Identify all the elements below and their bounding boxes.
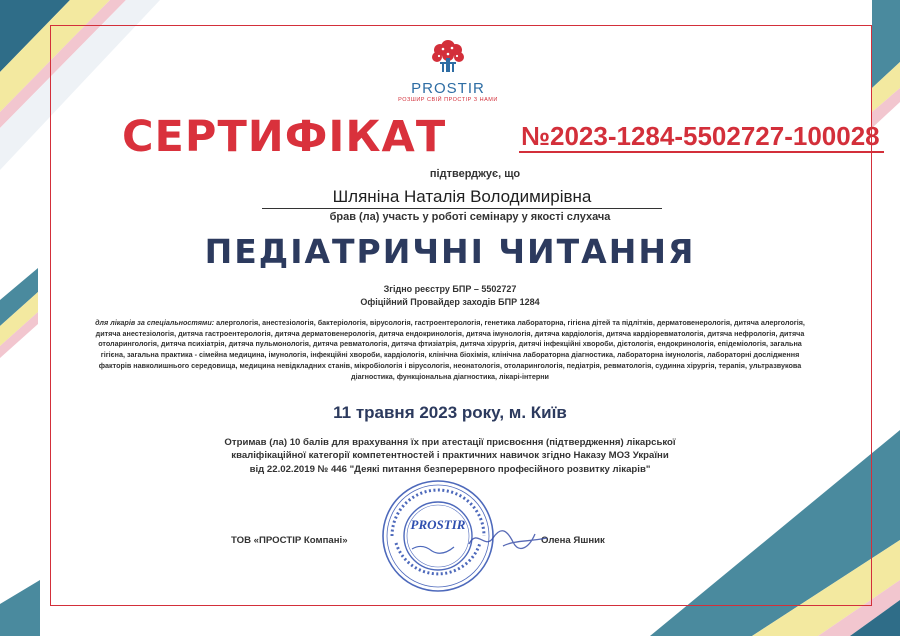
tree-logo-icon (428, 40, 468, 74)
points-statement (0, 436, 900, 476)
certificate-title: СЕРТИФІКАТ (122, 112, 447, 162)
stamp-center-word: PROSTIR (410, 517, 466, 532)
provider-line: Офіційний Провайдер заходів БПР 1284 (360, 297, 540, 307)
event-date: 11 травня 2023 року, м. Київ (333, 403, 567, 422)
registry-info (0, 283, 900, 309)
participation-text: брав (ла) участь у роботі семінару у якості слухача (329, 211, 611, 223)
specialties-list (92, 318, 808, 382)
certificate-number: №2023-1284-5502727-100028 (519, 121, 884, 153)
points-line: Отримав (ла) 10 балів для врахування їх при атестації присвоєння (підтвердження) лікарської (224, 437, 676, 448)
recipient-name: Шляніна Наталія Володимирівна (262, 187, 662, 209)
logo-tagline: РОЗШИР СВІЙ ПРОСТІР З НАМИ (398, 97, 498, 103)
signature-mark (463, 520, 553, 560)
logo-wordmark: PROSTIR (411, 80, 485, 97)
prostir-logo (398, 40, 498, 103)
specialties-text: алергологія, анестезіологія, бактеріологія, вірусологія, гастроентерологія, генетика лабораторна, гігієна дітей та підлітків, дерматовенерологія, дитяча алергологія, дитяча анестезіологія, дитяча гастроентерологія, дитяча дерматовенерологія, дитяча ендокринологія, дитяча імунологія, дитяча кардіологія, дитяча кардіоревматологія, дитяча нефрологія, дитяча отоларингологія, дитяча психіатрія, дитяча пульмонологія, дитяча ревматологія, дитяча фтизіатрія, дитяча хірургія, дитячі інфекційні хвороби, дієтологія, ендокринологія, епідеміологія, загальна гігієна, загальна практика - сімейна медицина, імунологія, інфекційні хвороби, кардіологія, клінічна біохімія, клінічна лабораторна діагностика, лабораторна імунологія, лабораторні дослідження факторів навколишнього середовища, медицина невідкладних станів, мікробіологія і вірусологія, неонатологія, отоларингологія, педіатрія, ревматологія, судинна хірургія, терапія, ультразвукова діагностика, функціональна діагностика, лікарі-інтерни (95, 318, 805, 381)
specialties-lead: для лікарів за спеціальностями: (95, 318, 215, 327)
signer-name: Олена Яшник (541, 535, 605, 546)
points-line: від 22.02.2019 № 446 "Деякі питання безперервного професійного розвитку лікарів" (249, 463, 651, 475)
points-line: кваліфікаційної категорії компетентностей і практичних навичок згідно Наказу МОЗ України (231, 450, 669, 462)
registry-line: Згідно реєстру БПР – 5502727 (383, 284, 517, 294)
company-name: ТОВ «ПРОСТІР Компані» (231, 535, 348, 546)
confirms-text: підтверджує, що (429, 168, 521, 180)
seminar-title: ПЕДІАТРИЧНІ ЧИТАННЯ (204, 232, 696, 271)
